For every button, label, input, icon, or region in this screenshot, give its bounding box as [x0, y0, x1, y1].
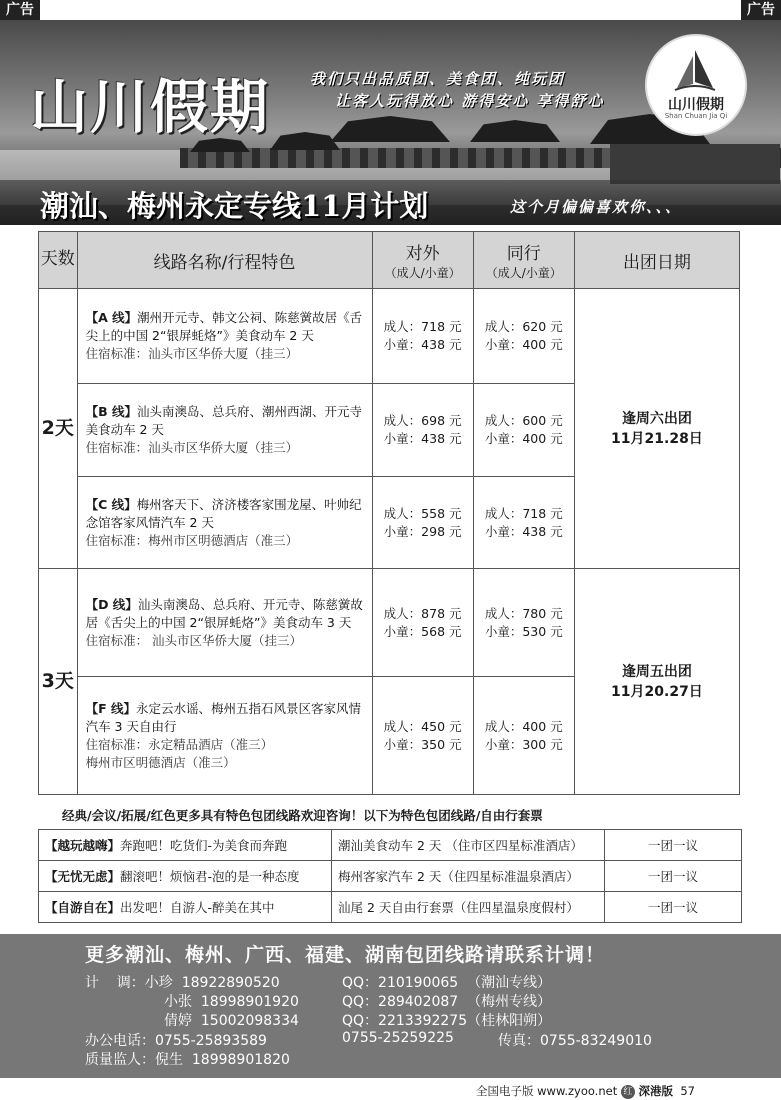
- brand-logo: [645, 34, 747, 136]
- package-route: 梅州客家汽车 2 天（住四星标准温泉酒店）: [332, 861, 605, 892]
- header-external-label: 对外: [405, 244, 440, 264]
- footer-site: 全国电子版 www.zyoo.net: [476, 1084, 618, 1098]
- package-name-cell: [39, 892, 332, 923]
- days-cell: 2天: [39, 289, 78, 569]
- banner: [0, 20, 781, 225]
- contact-box: [0, 934, 781, 1078]
- package-route: 潮汕美食动车 2 天 （住市区四星标准酒店）: [332, 830, 605, 861]
- package-price: 一团一议: [605, 892, 742, 923]
- dates-days: 11月21.28日: [611, 430, 703, 447]
- sail-icon: [673, 48, 717, 94]
- contact-line-1: 计 调：小珍 18922890520: [85, 975, 280, 991]
- package-price: 一团一议: [605, 861, 742, 892]
- route-code: 【A 线】: [85, 310, 138, 325]
- route-code: 【B 线】: [85, 404, 137, 419]
- route-code: 【C 线】: [85, 496, 137, 512]
- office-phone-2: 0755-25259225: [342, 1030, 454, 1046]
- route-hotel: 住宿标准：梅州市区明德酒店（准三）: [85, 532, 299, 548]
- ad-label-left: 广告: [0, 0, 40, 20]
- route-hotel: 住宿标准：汕头市区华侨大厦（挂三）: [85, 440, 299, 455]
- pavilion-roof: [270, 132, 340, 150]
- external-child-price: 小童：438 元: [383, 337, 462, 352]
- page-footer: [476, 1083, 695, 1099]
- header-days: 天数: [39, 232, 78, 289]
- external-adult-price: 成人：878 元: [383, 605, 462, 621]
- peer-adult-price: 成人：620 元: [484, 319, 563, 334]
- dates-days: 11月20.27日: [611, 683, 703, 700]
- route-desc: 梅州客天下、济济楼客家围龙屋、叶帅纪念馆客家风情汽车 2 天: [85, 496, 362, 530]
- contact-title: 更多潮汕、梅州、广西、福建、湖南包团线路请联系计调！: [85, 944, 606, 966]
- table-row: [39, 892, 742, 923]
- package-slogan: 奔跑吧！吃货们-为美食而奔跑: [120, 838, 288, 853]
- route-cell: [77, 477, 372, 569]
- external-price-cell: [372, 677, 473, 795]
- package-table: [38, 829, 742, 923]
- route-price-table: [38, 231, 740, 795]
- slogan-line-2: 让客人玩得放心 游得安心 享得舒心: [335, 92, 605, 110]
- headline-subtitle: 这个月偏偏喜欢你、、、: [510, 198, 683, 216]
- external-price-cell: [372, 384, 473, 477]
- table-row: [39, 861, 742, 892]
- route-hotel: 住宿标准：永定精品酒店（准三）: [85, 736, 274, 752]
- peer-child-price: 小童：400 元: [484, 431, 563, 446]
- peer-child-price: 小童：530 元: [484, 623, 563, 639]
- external-price-cell: [372, 289, 473, 384]
- header-external-sub: （成人/小童）: [384, 266, 461, 280]
- package-price: 一团一议: [605, 830, 742, 861]
- route-hotel: 住宿标准：汕头市区华侨大厦（挂三）: [85, 346, 299, 361]
- contact-qq-3: QQ：2213392275（桂林阳朔）: [342, 1013, 552, 1029]
- route-cell: [77, 289, 372, 384]
- route-hotel: 住宿标准： 汕头市区华侨大厦（挂三）: [85, 632, 303, 648]
- peer-price-cell: [473, 289, 574, 384]
- package-note: 经典/会议/拓展/红色更多具有特色包团线路欢迎咨询！以下为特色包团线路/自由行套票: [62, 808, 543, 823]
- dates-weekday: 逢周五出团: [621, 663, 692, 680]
- package-name-cell: [39, 861, 332, 892]
- headline-bar: [0, 180, 781, 225]
- route-hotel-2: 梅州市区明德酒店（准三）: [85, 754, 236, 770]
- headline-title: 潮汕、梅州永定专线11月计划: [40, 189, 429, 223]
- route-code: 【D 线】: [85, 596, 138, 612]
- header-peer-sub: （成人/小童）: [485, 266, 562, 280]
- logo-text-cn: 山川假期: [668, 97, 724, 113]
- quality-supervisor: 质量监人：倪生 18998901820: [85, 1052, 290, 1068]
- dates-cell: [574, 289, 739, 569]
- peer-price-cell: [473, 477, 574, 569]
- route-code: 【F 线】: [85, 700, 136, 716]
- external-price-cell: [372, 569, 473, 677]
- slogan-line-1: 我们只出品质团、美食团、纯玩团: [310, 70, 566, 88]
- pavilion-roof: [470, 120, 560, 142]
- office-phone: 办公电话：0755-25893589: [85, 1033, 267, 1049]
- table-row: [39, 830, 742, 861]
- package-tag: 【越玩越嗨】: [45, 838, 121, 853]
- route-desc: 潮州开元寺、韩文公祠、陈慈黉故居《舌尖上的中国 2“银屏蚝烙”》美食动车 2 天: [85, 310, 363, 343]
- peer-adult-price: 成人：400 元: [484, 718, 563, 734]
- external-price-cell: [372, 477, 473, 569]
- route-cell: [77, 384, 372, 477]
- peer-child-price: 小童：300 元: [484, 736, 563, 752]
- contact-line-2: 小张 18998901920: [164, 994, 299, 1010]
- external-child-price: 小童：350 元: [383, 736, 462, 752]
- pavilion-building: [610, 144, 780, 184]
- external-child-price: 小童：438 元: [383, 431, 462, 446]
- package-slogan: 出发吧！自游人-醉美在其中: [120, 900, 275, 915]
- brand-title: 山川假期: [30, 73, 271, 141]
- package-name-cell: [39, 830, 332, 861]
- peer-price-cell: [473, 569, 574, 677]
- peer-price-cell: [473, 677, 574, 795]
- package-tag: 【自游自在】: [45, 900, 121, 915]
- peer-price-cell: [473, 384, 574, 477]
- route-desc: 汕头南澳岛、总兵府、潮州西湖、开元寺美食动车 2 天: [85, 404, 362, 437]
- header-external: [372, 232, 473, 289]
- red-badge-icon: 红: [621, 1085, 635, 1099]
- peer-child-price: 小童：400 元: [484, 337, 563, 352]
- dates-cell: [574, 569, 739, 795]
- pavilion-roof: [330, 116, 450, 142]
- footer-edition: 深港版: [638, 1084, 674, 1098]
- header-peer: [473, 232, 574, 289]
- route-desc: 汕头南澳岛、总兵府、开元寺、陈慈黉故居《舌尖上的中国 2“银屏蚝烙”》美食动车 3 天: [85, 596, 363, 630]
- header-dates: 出团日期: [574, 232, 739, 289]
- package-slogan: 翻滚吧！烦恼君-泡的是一种态度: [120, 869, 300, 884]
- package-tag: 【无忧无虑】: [45, 869, 121, 884]
- table-header-row: [39, 232, 740, 289]
- header-route: 线路名称/行程特色: [77, 232, 372, 289]
- external-adult-price: 成人：558 元: [383, 505, 462, 521]
- route-cell: [77, 569, 372, 677]
- contact-qq-2: QQ：289402087 （梅州专线）: [342, 994, 552, 1010]
- table-row: [39, 569, 740, 677]
- peer-adult-price: 成人：780 元: [484, 605, 563, 621]
- table-row: [39, 289, 740, 384]
- external-child-price: 小童：568 元: [383, 623, 462, 639]
- external-child-price: 小童：298 元: [383, 523, 462, 539]
- peer-adult-price: 成人：718 元: [484, 505, 563, 521]
- package-route: 汕尾 2 天自由行套票（住四星温泉度假村）: [332, 892, 605, 923]
- external-adult-price: 成人：718 元: [383, 319, 462, 334]
- external-adult-price: 成人：698 元: [383, 413, 462, 428]
- header-peer-label: 同行: [506, 244, 541, 264]
- dates-weekday: 逢周六出团: [621, 410, 692, 427]
- fax-number: 传真：0755-83249010: [498, 1033, 652, 1049]
- route-desc: 永定云水谣、梅州五指石风景区客家风情汽车 3 天自由行: [85, 700, 361, 734]
- logo-text-en: Shan Chuan Jia Qi: [664, 112, 728, 120]
- ad-label-right: 广告: [741, 0, 781, 20]
- external-adult-price: 成人：450 元: [383, 718, 462, 734]
- contact-line-3: 倩婷 15002098334: [164, 1013, 299, 1029]
- peer-adult-price: 成人：600 元: [484, 413, 563, 428]
- contact-qq-1: QQ：210190065 （潮汕专线）: [342, 975, 552, 991]
- page-number: 57: [680, 1084, 695, 1098]
- days-cell: 3天: [39, 569, 78, 795]
- peer-child-price: 小童：438 元: [484, 523, 563, 539]
- route-cell: [77, 677, 372, 795]
